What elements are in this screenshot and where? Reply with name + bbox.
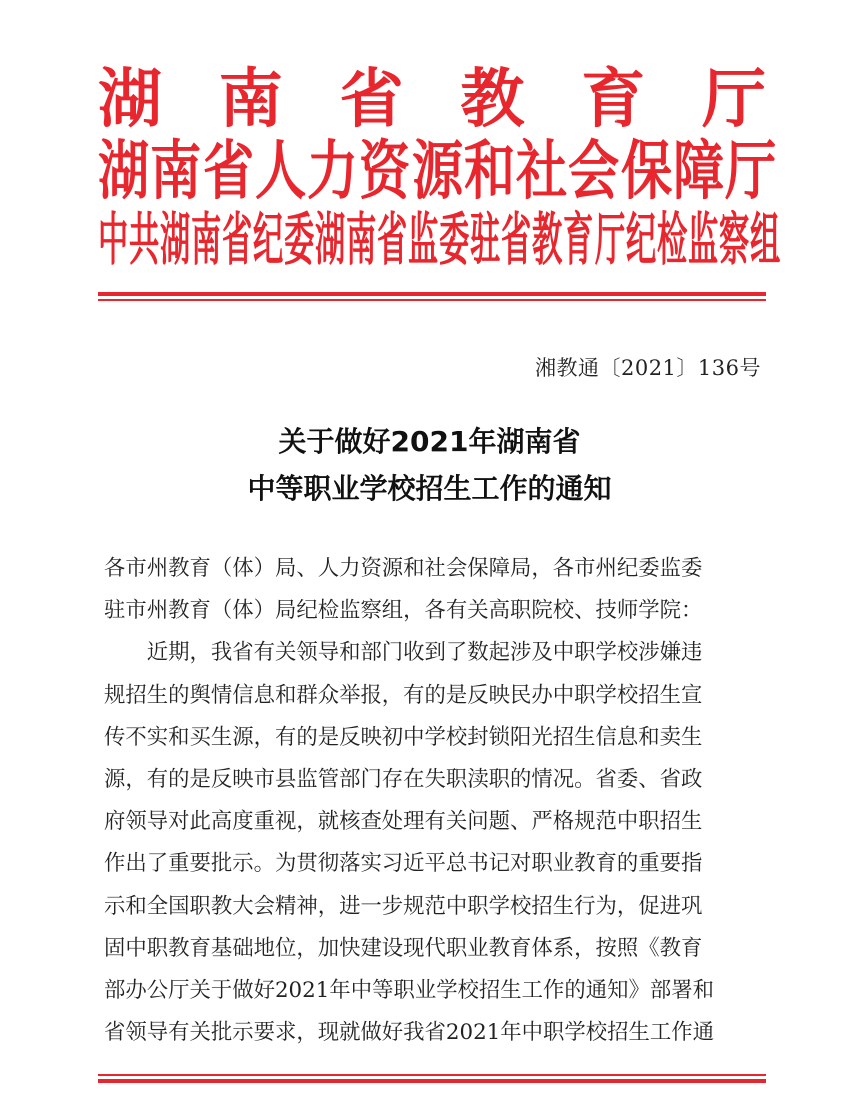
issuer-char: 社 — [516, 135, 568, 209]
issuer-char: 湖 — [315, 207, 346, 273]
issuer-char: 源 — [411, 135, 463, 209]
issuer-char: 组 — [749, 207, 780, 273]
issuer-char: 厅 — [725, 135, 777, 209]
body-line: 作出了重要批示。为贯彻落实习近平总书记对职业教育的重要指 — [104, 851, 703, 877]
issuer-char: 监 — [408, 207, 439, 273]
issuer-char: 南 — [218, 63, 283, 137]
body-line: 传不实和买生源，有的是反映初中学校封锁阳光招生信息和卖生 — [104, 724, 703, 750]
issuer-char: 厅 — [594, 207, 625, 273]
header-red-rule-thick — [98, 292, 766, 296]
issuer-char: 和 — [463, 135, 515, 209]
issuer-discipline-inspection-group — [98, 207, 780, 282]
issuer-char: 育 — [563, 207, 594, 273]
body-line: 源，有的是反映市县监管部门存在失职渎职的情况。省委、省政 — [104, 766, 703, 792]
issuer-char: 人 — [254, 135, 306, 209]
issuer-char: 南 — [346, 207, 377, 273]
body-line: 驻市州教育（体）局纪检监察组，各有关高职院校、技师学院： — [104, 598, 703, 624]
issuer-char: 中 — [98, 207, 129, 273]
issuer-char: 省 — [377, 207, 408, 273]
issuer-char: 会 — [568, 135, 620, 209]
footer-red-rule-thick — [98, 1079, 766, 1083]
issuer-char: 教 — [460, 63, 525, 137]
issuer-char: 省 — [222, 207, 253, 273]
issuer-char: 障 — [672, 135, 724, 209]
document-title-line-1: 关于做好2021年湖南省 — [278, 425, 581, 458]
body-line: 部办公厅关于做好2021年中等职业学校招生工作的通知》部署和 — [104, 977, 714, 1003]
document-body — [104, 548, 764, 1054]
issuer-education-department — [98, 63, 766, 138]
issuer-human-resources-department — [98, 135, 777, 210]
footer-red-rule-thin — [98, 1074, 766, 1076]
body-line: 省领导有关批示要求，现就做好我省2021年中职学校招生工作通 — [104, 1020, 714, 1046]
issuer-char: 委 — [284, 207, 315, 273]
header-red-rule-thin — [98, 299, 766, 301]
issuer-char: 育 — [581, 63, 646, 137]
issuer-char: 委 — [439, 207, 470, 273]
issuer-char: 保 — [620, 135, 672, 209]
issuer-char: 湖 — [98, 63, 162, 137]
body-line: 府领导对此高度重视，就核查处理有关问题、严格规范中职招生 — [104, 809, 703, 835]
issuer-char: 察 — [718, 207, 749, 273]
body-line: 固中职教育基础地位，加快建设现代职业教育体系，按照《教育 — [104, 935, 703, 961]
issuer-char: 省 — [339, 63, 404, 137]
issuer-char: 资 — [359, 135, 411, 209]
issuer-char: 力 — [307, 135, 359, 209]
body-line: 近期，我省有关领导和部门收到了数起涉及中职学校涉嫌违 — [104, 640, 703, 666]
issuer-char: 检 — [656, 207, 687, 273]
document-title-line-2: 中等职业学校招生工作的通知 — [247, 472, 612, 505]
document-number: 湘教通〔2021〕136号 — [534, 356, 761, 380]
issuer-char: 教 — [532, 207, 563, 273]
issuer-char: 共 — [129, 207, 160, 273]
issuer-char: 纪 — [625, 207, 656, 273]
issuer-char: 驻 — [470, 207, 501, 273]
issuer-char: 南 — [150, 135, 202, 209]
issuer-char: 南 — [191, 207, 222, 273]
body-line: 规招生的舆情信息和群众举报，有的是反映民办中职学校招生宣 — [104, 682, 703, 708]
issuer-char: 湖 — [160, 207, 191, 273]
issuer-char: 厅 — [701, 63, 766, 137]
issuer-char: 纪 — [253, 207, 284, 273]
body-line: 各市州教育（体）局、人力资源和社会保障局，各市州纪委监委 — [104, 556, 703, 581]
issuer-char: 省 — [501, 207, 532, 273]
issuer-char: 监 — [687, 207, 718, 273]
issuer-char: 省 — [202, 135, 254, 209]
body-line: 示和全国职教大会精神，进一步规范中职学校招生行为，促进巩 — [104, 893, 703, 919]
issuer-char: 湖 — [98, 135, 150, 209]
